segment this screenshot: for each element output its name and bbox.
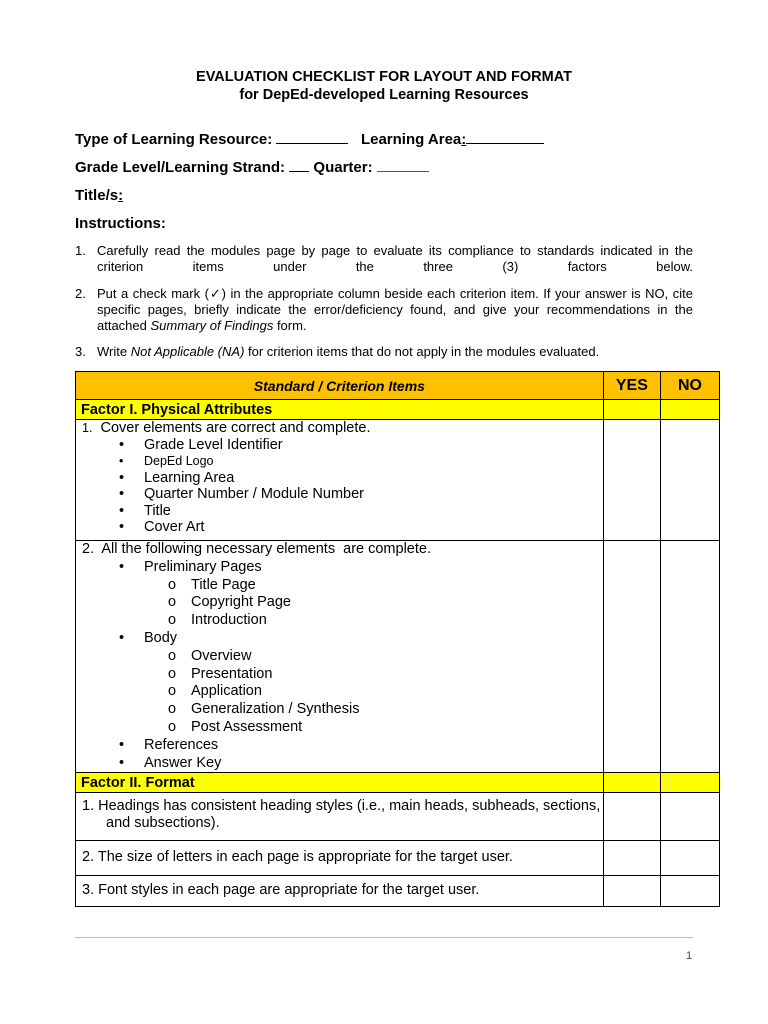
instruction-text-tail: form. (273, 318, 307, 333)
criterion-item-headings: 1. Headings has consistent heading styles (i.e., main heads, subheads, sections, and subsections). (82, 798, 601, 832)
no-checkbox-cell[interactable] (661, 541, 720, 773)
learning-area-label: Learning Area (360, 131, 462, 148)
yes-checkbox-cell[interactable] (603, 841, 660, 876)
instruction-text-tail: for criterion items that do not apply in the modules evaluated. (244, 344, 600, 359)
instruction-number: 3. (75, 344, 86, 359)
criterion-cell (76, 793, 604, 841)
instruction-1 (75, 243, 693, 275)
list-item: • Quarter Number / Module Number (76, 486, 603, 503)
list-item: o Presentation (76, 666, 603, 684)
instruction-2 (75, 286, 693, 334)
factor-1-heading: Factor I. Physical Attributes (76, 400, 604, 420)
instruction-text (97, 286, 693, 334)
list-item: • References (76, 737, 603, 755)
item-number: 1. (82, 421, 93, 435)
resource-type-label: Type of Learning Resource: (75, 131, 273, 148)
summary-of-findings-emphasis: Summary of Findings (150, 318, 274, 333)
yes-column-header: YES (603, 372, 660, 400)
yes-checkbox-cell[interactable] (603, 420, 660, 541)
list-item: • Learning Area (76, 470, 603, 487)
document-subtitle: for DepEd-developed Learning Resources (239, 87, 529, 103)
criterion-cell (76, 876, 604, 907)
list-item: • Title (76, 503, 603, 520)
no-checkbox-cell[interactable] (661, 841, 720, 876)
footer-divider (75, 937, 693, 938)
no-checkbox-cell[interactable] (661, 793, 720, 841)
factor-row (76, 400, 720, 420)
criterion-row (76, 793, 720, 841)
instruction-text (97, 243, 693, 275)
list-item: • Preliminary Pages (76, 559, 603, 577)
criterion-row (76, 841, 720, 876)
instruction-text-body: Put a check mark (✓) in the appropriate column beside each criterion item. If your answer is NO, cite specific pages, briefly indicate the error/deficiency found, and give your recommendations in the attached (97, 286, 693, 333)
instruction-text (97, 344, 693, 360)
factor-2-heading: Factor II. Format (76, 773, 604, 793)
list-item: o Application (76, 683, 603, 701)
criterion-row (76, 541, 720, 773)
instruction-3 (75, 344, 693, 360)
instruction-text-body: Write (97, 344, 131, 359)
title-colon: : (118, 187, 124, 204)
quarter-blank[interactable] (377, 159, 429, 172)
no-checkbox-cell[interactable] (661, 876, 720, 907)
criterion-item-letter-size: 2. The size of letters in each page is appropriate for the target user. (82, 849, 513, 866)
list-item: o Overview (76, 648, 603, 666)
instruction-number: 2. (75, 286, 86, 301)
instruction-text-body: Carefully read the modules page by page to evaluate its compliance to standards indicated in the criterion items under the three (3) factors below. (97, 243, 693, 274)
factor-no-cell (661, 773, 720, 793)
quarter-label: Quarter: (313, 159, 373, 176)
list-item: o Introduction (76, 612, 603, 630)
learning-area-blank[interactable] (466, 131, 544, 144)
list-item: o Copyright Page (76, 594, 603, 612)
list-item: • DepEd Logo (76, 453, 603, 470)
list-item: • Cover Art (76, 519, 603, 536)
criterion-item-font-styles: 3. Font styles in each page are appropriate for the target user. (82, 882, 480, 899)
criterion-item-cover (76, 420, 603, 536)
instruction-number: 1. (75, 243, 86, 258)
factor-no-cell (661, 400, 720, 420)
criterion-row (76, 876, 720, 907)
page-number: 1 (686, 950, 693, 962)
list-item: o Generalization / Synthesis (76, 701, 603, 719)
yes-checkbox-cell[interactable] (603, 541, 660, 773)
yes-checkbox-cell[interactable] (603, 876, 660, 907)
criterion-row (76, 420, 720, 541)
factor-yes-cell (603, 400, 660, 420)
grade-level-label: Grade Level/Learning Strand: (75, 159, 286, 176)
list-item: • Grade Level Identifier (76, 437, 603, 454)
list-item: o Title Page (76, 577, 603, 595)
list-item: • Body (76, 630, 603, 648)
standard-column-header: Standard / Criterion Items (76, 372, 604, 400)
factor-yes-cell (603, 773, 660, 793)
title-line (75, 187, 123, 204)
title-label: Title/s (75, 187, 119, 204)
table-header-row (76, 372, 720, 400)
list-item: o Post Assessment (76, 719, 603, 737)
no-checkbox-cell[interactable] (661, 420, 720, 541)
grade-level-blank[interactable] (289, 159, 309, 172)
learning-area-colon: : (461, 131, 467, 148)
not-applicable-emphasis: Not Applicable (NA) (130, 344, 245, 359)
item-text: 2. All the following necessary elements are complete. (82, 541, 431, 557)
criterion-cell (76, 541, 604, 773)
item-text: Cover elements are correct and complete. (100, 420, 371, 436)
criterion-item-elements (76, 541, 603, 772)
criterion-cell (76, 420, 604, 541)
factor-row (76, 773, 720, 793)
yes-checkbox-cell[interactable] (603, 793, 660, 841)
evaluation-checklist-table (75, 371, 720, 907)
criterion-cell (76, 841, 604, 876)
resource-type-line (75, 131, 544, 148)
resource-type-blank[interactable] (276, 131, 348, 144)
list-item: • Answer Key (76, 755, 603, 773)
document-title: EVALUATION CHECKLIST FOR LAYOUT AND FORMAT (196, 69, 572, 85)
no-column-header: NO (661, 372, 720, 400)
instructions-label: Instructions: (75, 215, 166, 232)
grade-level-line (75, 159, 429, 176)
